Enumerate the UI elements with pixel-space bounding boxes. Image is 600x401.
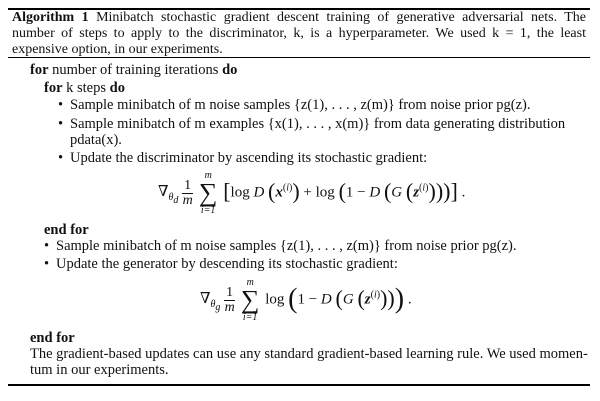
keyword-end-for: end for [44, 222, 89, 238]
outer-loop-header [30, 62, 237, 79]
step-text: Update the discriminator by ascending its stochastic gradient: [70, 150, 428, 166]
step-text: Update the generator by descending its stochastic gradient: [56, 256, 398, 272]
keyword-end-for: end for [30, 330, 75, 346]
inner-loop-header [44, 80, 125, 97]
caption-rule [8, 57, 590, 58]
keyword-for: for [30, 62, 49, 78]
step-sample-noise-d: • Sample minibatch of m noise samples {z(1), . . . , z(m)} from noise prior pg(z). [58, 97, 531, 113]
step-text: Sample minibatch of m noise samples {z(1), . . . , z(m)} from noise prior pg(z). [70, 97, 531, 113]
discriminator-gradient-equation: $\nabla_{\theta_d}$ $\frac{1}{m}$ m ∑ i=1 [log D $(x^{(i)}) + \log (1 - D$ (G $(z^{(i)})$))] . [158, 170, 466, 216]
algorithm-caption [12, 10, 586, 58]
step-sample-data-cont [70, 132, 122, 149]
keyword-do: do [222, 62, 238, 78]
caption-text: Minibatch stochastic gradient descent training of generative adversarial nets. The number of steps to apply to the discriminator, k, is a hyperparameter. We used k = 1, the least expensive option, in our experiments. [12, 10, 587, 57]
step-update-discriminator: • Update the discriminator by ascending its stochastic gradient: [58, 150, 428, 166]
footer-note-line-1: The gradient-based updates can use any standard gradient-based learning rule. We used momen- [30, 346, 588, 362]
step-text: Sample minibatch of m noise samples {z(1), . . . , z(m)} from noise prior pg(z). [56, 238, 517, 254]
footer-note-line-2: tum in our experiments. [30, 362, 169, 378]
bottom-rule [8, 384, 590, 386]
step-sample-noise-g: • Sample minibatch of m noise samples {z(1), . . . , z(m)} from noise prior pg(z). [44, 238, 517, 254]
inner-loop-end [44, 222, 89, 239]
keyword-for: for [44, 80, 63, 96]
step-text: pdata(x). [70, 132, 122, 148]
step-text: Sample minibatch of m examples {x(1), . . . , x(m)} from data generating distribution [70, 116, 566, 132]
step-sample-data: • Sample minibatch of m examples {x(1), . . . , x(m)} from data generating distribution [58, 116, 566, 132]
inner-loop-text: k steps [62, 80, 110, 96]
step-update-generator: • Update the generator by descending its stochastic gradient: [44, 256, 398, 272]
outer-loop-text: number of training iterations [48, 62, 223, 78]
generator-gradient-equation: $\nabla_{\theta_g}$ $\frac{1}{m}$ m ∑ i=1 log (1 − D (G $(z^{(i)})$)) . [200, 277, 412, 323]
algorithm-label: Algorithm 1 [12, 10, 89, 25]
keyword-do: do [109, 80, 125, 96]
outer-loop-end [30, 330, 75, 347]
